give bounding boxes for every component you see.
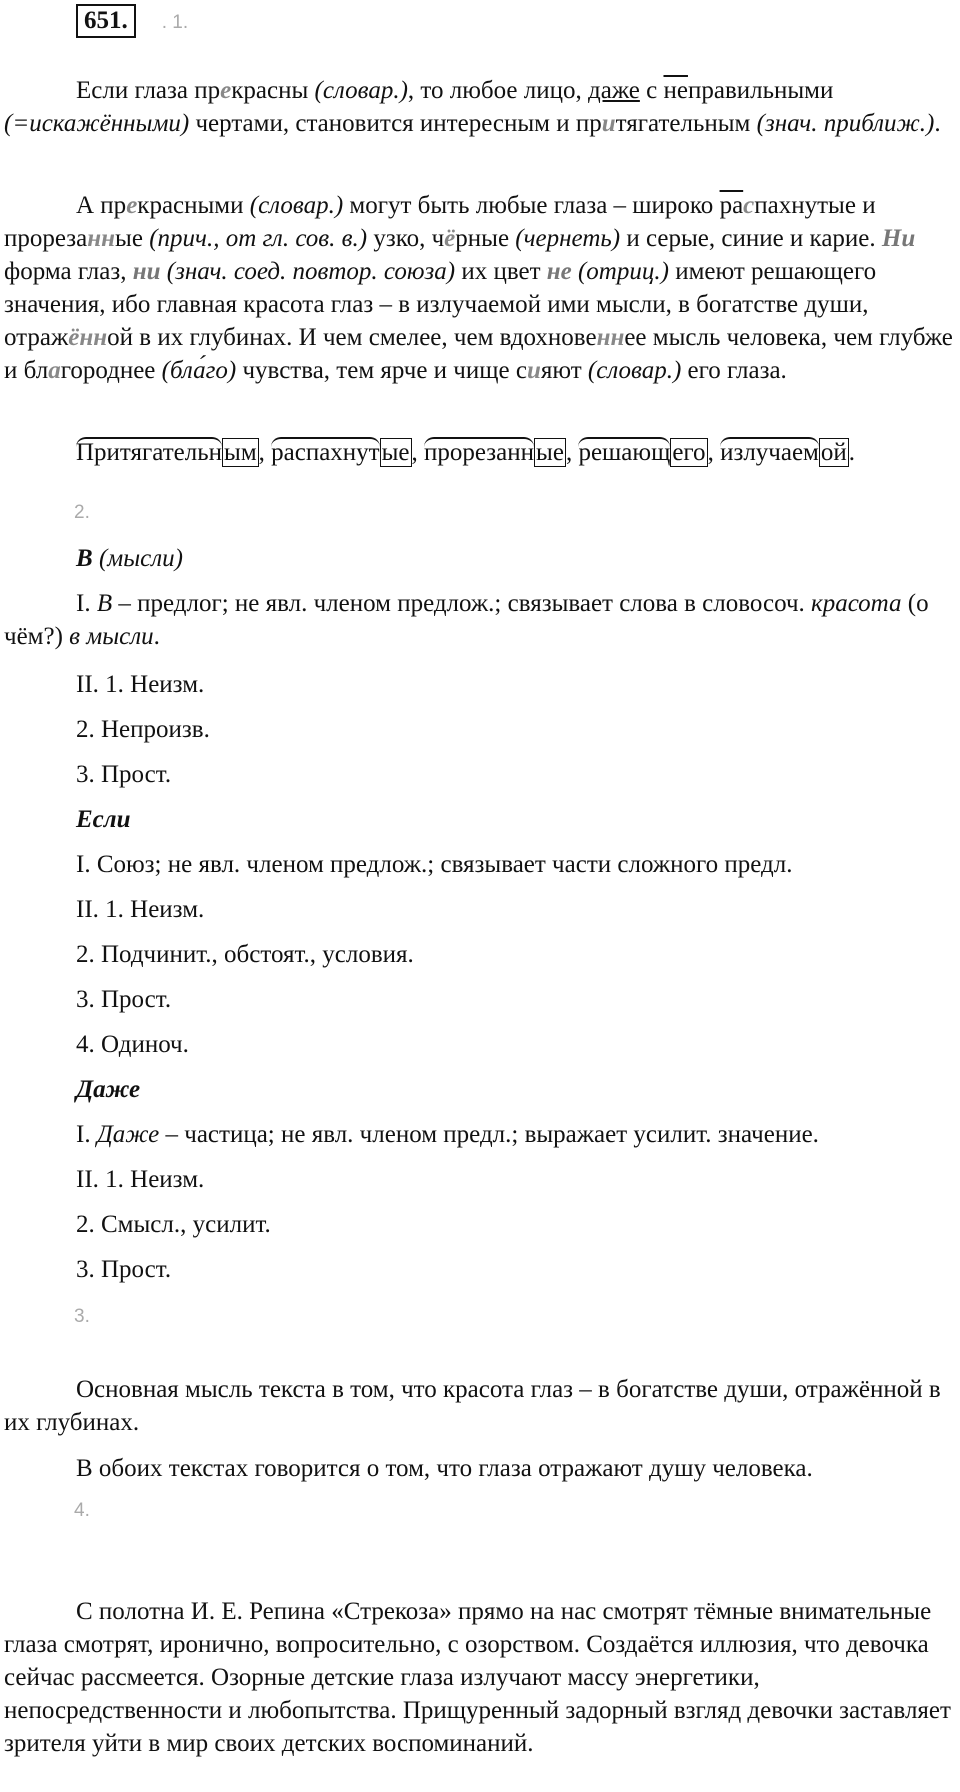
- letters-highlight: нн: [596, 324, 625, 351]
- section-3-paragraph-2: В обоих текстах говорится о том, что глаза отражают душу человека.: [76, 1455, 813, 1482]
- esli-line-2: 2. Подчинит., обстоят., условия.: [76, 941, 414, 968]
- letter-highlight: е: [126, 192, 138, 219]
- dazhe-line-1: [76, 1118, 956, 1151]
- text: .: [153, 623, 160, 650]
- separator: ,: [707, 439, 721, 466]
- text: городнее: [60, 357, 162, 384]
- text: красота: [811, 590, 902, 617]
- text: форма глаз,: [4, 258, 133, 285]
- text: I.: [76, 590, 97, 617]
- text: в мысли: [69, 623, 154, 650]
- text: узко, ч: [367, 225, 445, 252]
- word-root: распахнут: [271, 439, 380, 466]
- text: его глаза.: [681, 357, 787, 384]
- text: могут быть любые глаза – широко: [343, 192, 720, 219]
- paragraph-2: [4, 189, 956, 387]
- exercise-number: 651.: [76, 4, 136, 38]
- heading-note: (мысли): [92, 545, 183, 572]
- text: – частица; не явл. членом предл.; выражает усилит. значение.: [159, 1121, 819, 1148]
- text: чертами, становится интересным и пр: [189, 110, 602, 137]
- text: с: [639, 77, 664, 104]
- esli-line-1: I. Союз; не явл. членом предлож.; связывает части сложного предл.: [76, 851, 793, 878]
- separator: .: [848, 439, 856, 466]
- letter-highlight: е: [220, 77, 232, 104]
- note: (отриц.): [571, 258, 669, 285]
- word-root: прорезанн: [424, 439, 535, 466]
- esli-line-3: 3. Прост.: [76, 986, 172, 1013]
- esli-line-4: 4. Одиноч.: [76, 1031, 189, 1058]
- text: А пр: [76, 192, 127, 219]
- text: , то любое лицо,: [407, 77, 589, 104]
- letter-highlight: ё: [444, 225, 456, 252]
- letter-highlight: ё: [68, 324, 80, 351]
- note: (прич., от гл. сов. в.): [149, 225, 368, 252]
- dazhe-line-ii: II. 1. Неизм.: [76, 1166, 205, 1193]
- word-ending: ым: [224, 439, 257, 466]
- particle-ne: не: [546, 258, 572, 285]
- v-line-2: 2. Непроизв.: [76, 716, 210, 743]
- note: (чернеть): [515, 225, 621, 252]
- word-root: излучаем: [720, 439, 819, 466]
- heading-dazhe: Даже: [76, 1076, 141, 1103]
- text: I.: [76, 1121, 97, 1148]
- heading-word: В: [76, 545, 93, 572]
- text: чувства, тем ярче и чище с: [236, 357, 527, 384]
- note: (знач. соед. повтор. союза): [160, 258, 456, 285]
- word-ending: его: [672, 439, 706, 466]
- section-3-label: 3.: [74, 1306, 90, 1327]
- dazhe-line-3: 3. Прост.: [76, 1256, 172, 1283]
- text: Если глаза пр: [76, 77, 221, 104]
- word-dazhe: даже: [588, 77, 640, 104]
- text: их цвет: [455, 258, 547, 285]
- word-ending: ые: [381, 439, 410, 466]
- word-ending: ые: [536, 439, 564, 466]
- text: (о чём?): [4, 590, 929, 650]
- text: ой в их глубинах. И чем смелее, чем вдохнове: [107, 324, 597, 351]
- particle-ni: ни: [132, 258, 161, 285]
- text: имеют решающего значения, ибо главная красота глаз – в излучаемой ими мысли, в богатстве души, отраж: [4, 258, 877, 351]
- text: яют: [540, 357, 588, 384]
- separator: ,: [411, 439, 425, 466]
- word-analysis-line: [76, 436, 956, 469]
- word-root: Притягательн: [76, 439, 223, 466]
- text: – предлог; не явл. членом предлож.; связывает слова в словосоч.: [112, 590, 812, 617]
- separator: ,: [258, 439, 272, 466]
- dazhe-line-2: 2. Смысл., усилит.: [76, 1211, 271, 1238]
- text: тягательным: [615, 110, 757, 137]
- text: ее мысль человека, чем глубже и бл: [4, 324, 953, 384]
- letter-highlight: и: [601, 110, 616, 137]
- section-4-paragraph-1: С полотна И. Е. Репина «Стрекоза» прямо на нас смотрят тёмные внимательные глаза смотрят, иронично, вопросительно, с озорством. Создаётся иллюзия, что девочка сейчас рассмеется. Озорные детские глаза излучают массу энергетики, непосредственности и любопытства. Прищуренный задорный взгляд девочки заставляет зрителя уйти в мир своих детских воспоминаний.: [4, 1598, 951, 1757]
- note: (=искажёнными): [4, 110, 190, 137]
- text: .: [934, 110, 941, 137]
- note: (словар.): [587, 357, 682, 384]
- v-line-1: [4, 587, 956, 653]
- text: пахнутые и прореза: [4, 192, 876, 252]
- section-4-label: 4.: [74, 1500, 90, 1521]
- paragraph-1: [4, 74, 956, 140]
- item-1-label: . 1.: [161, 12, 189, 33]
- text: В: [96, 590, 113, 617]
- text: правильными: [687, 77, 834, 104]
- heading-esli: Если: [76, 806, 131, 833]
- heading-v: [76, 542, 956, 575]
- particle-ni: Ни: [881, 225, 916, 252]
- text: рные: [455, 225, 516, 252]
- note: (знач. приближ.): [756, 110, 935, 137]
- v-line-3: 3. Прост.: [76, 761, 172, 788]
- text: и серые, синие и карие.: [620, 225, 882, 252]
- prefix-ras: ра: [719, 192, 744, 219]
- word-root: решающ: [578, 439, 671, 466]
- esli-line-ii: II. 1. Неизм.: [76, 896, 205, 923]
- note: (бла́го): [161, 357, 237, 384]
- separator: ,: [565, 439, 579, 466]
- note: (словар.): [314, 77, 408, 104]
- letters-highlight: нн: [79, 324, 108, 351]
- section-3-paragraph-1: Основная мысль текста в том, что красота глаз – в богатстве души, отражённой в их глубинах.: [4, 1376, 941, 1436]
- section-2-label: 2.: [74, 502, 90, 523]
- letter-highlight: с: [743, 192, 755, 219]
- prefix-ne: не: [663, 77, 688, 104]
- exercise-header: [76, 4, 188, 38]
- text: Даже: [96, 1121, 160, 1148]
- text: красны: [231, 77, 315, 104]
- text: ые: [115, 225, 150, 252]
- word-ending: ой: [820, 439, 847, 466]
- v-line-ii: II. 1. Неизм.: [76, 671, 205, 698]
- text: красными: [137, 192, 250, 219]
- letters-highlight: нн: [87, 225, 116, 252]
- note: (словар.): [249, 192, 344, 219]
- letter-highlight: а: [48, 357, 61, 384]
- letter-highlight: и: [526, 357, 541, 384]
